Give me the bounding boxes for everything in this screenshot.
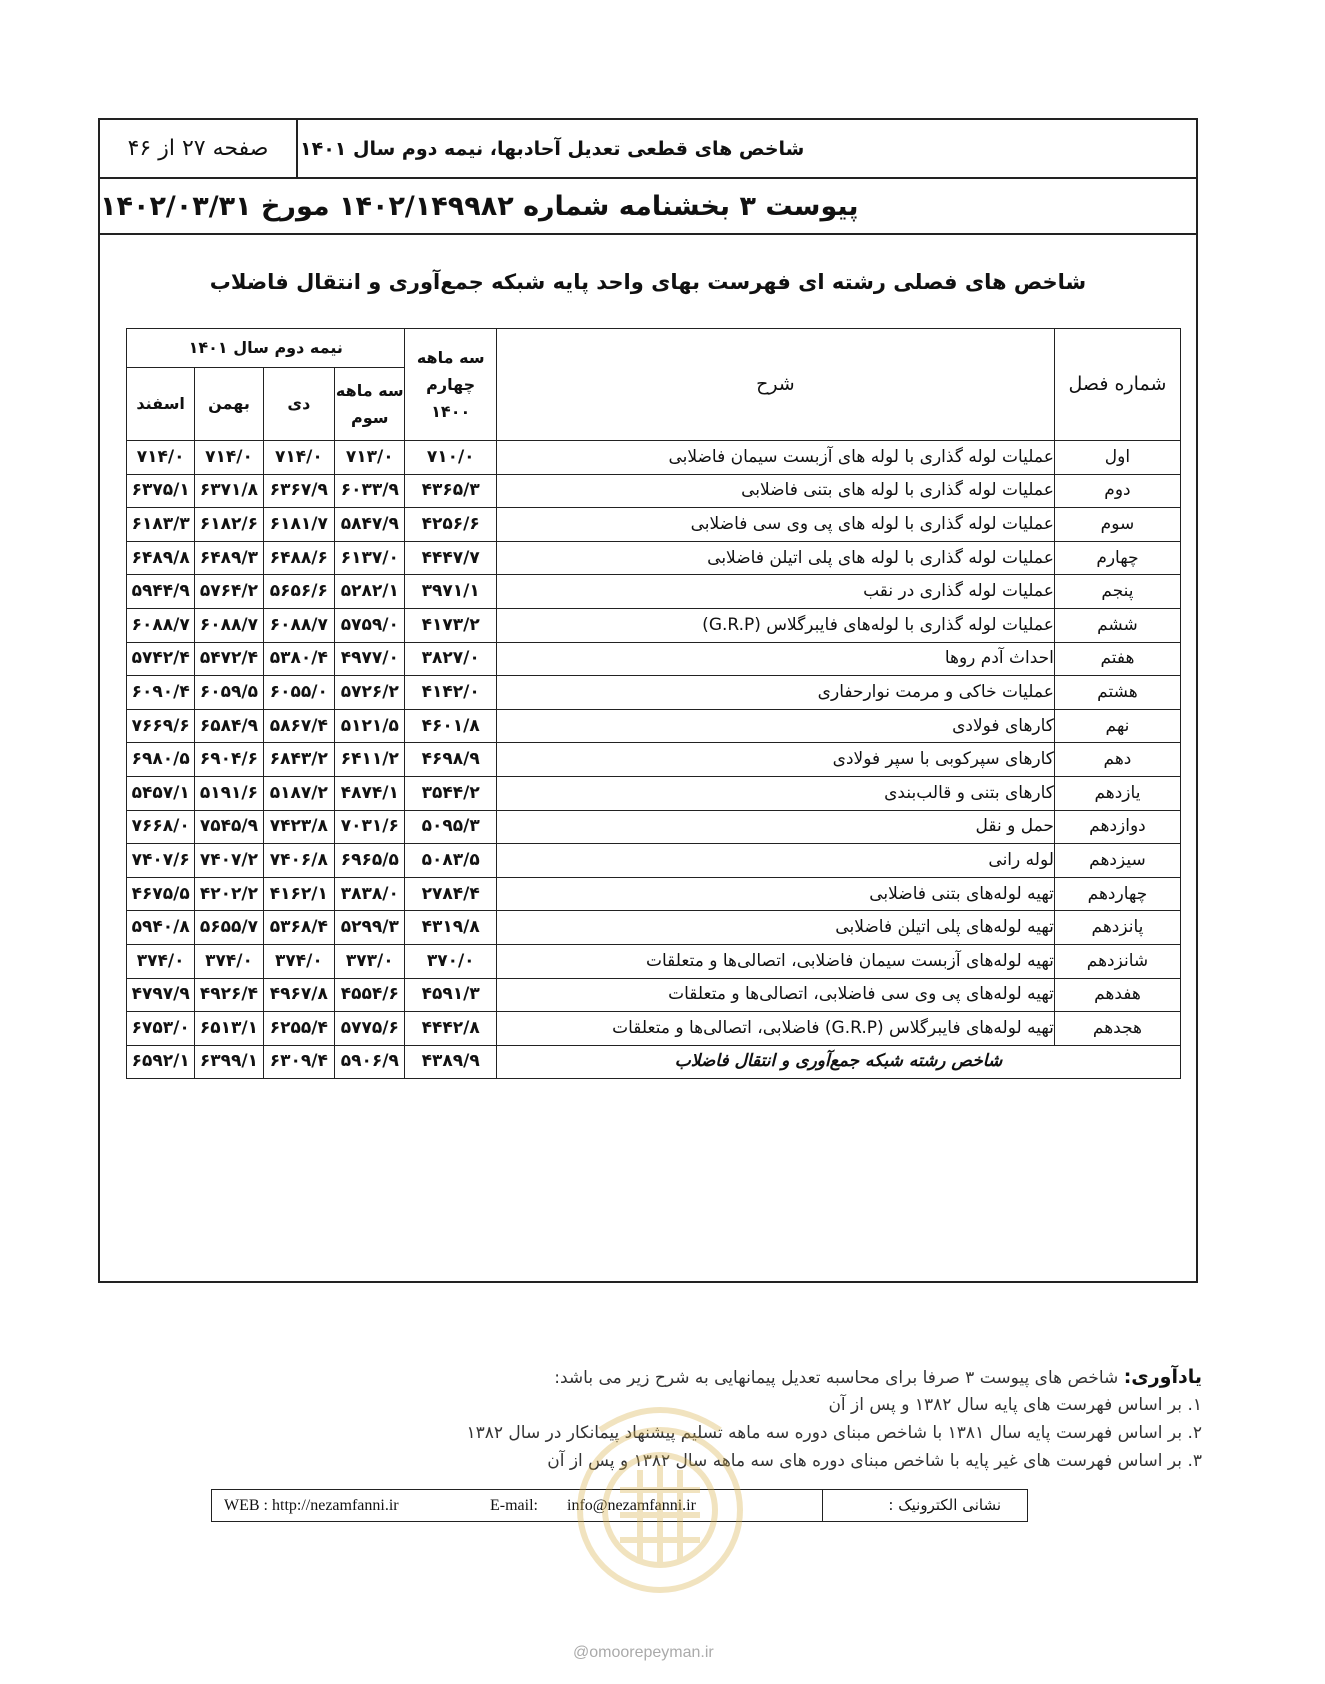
cell-bahman: ۵۴۷۲/۴ [195, 642, 263, 676]
cell-bahman: ۵۷۶۴/۲ [195, 575, 263, 609]
cell-bahman: ۶۵۱۳/۱ [195, 1012, 263, 1046]
email-label: E-mail: [490, 1497, 538, 1514]
contact-label: نشانی الکترونیک : [888, 1496, 1001, 1514]
table-row [127, 944, 1181, 978]
cell-esfand: ۵۹۴۰/۸ [127, 911, 195, 945]
cell-q4-1400: ۳۹۷۱/۱ [405, 575, 496, 609]
cell-q4-1400: ۴۶۰۱/۸ [405, 709, 496, 743]
cell-total-bahman: ۶۳۹۹/۱ [195, 1045, 263, 1079]
cell-sharh: حمل و نقل [496, 810, 1054, 844]
cell-sharh: عملیات لوله گذاری با لوله های پلی اتیلن فاضلابی [496, 541, 1054, 575]
total-row [127, 1045, 1181, 1079]
cell-esfand: ۳۷۴/۰ [127, 944, 195, 978]
cell-sharh: کارهای سپرکوبی با سپر فولادی [496, 743, 1054, 777]
cell-fasl: هجدهم [1054, 1012, 1180, 1046]
table-title: شاخص های فصلی رشته ای فهرست بهای واحد پایه شبکه جمع‌آوری و انتقال فاضلاب [209, 270, 1087, 294]
cell-q4-1400: ۵۰۹۵/۳ [405, 810, 496, 844]
cell-sharh: عملیات لوله گذاری در نقب [496, 575, 1054, 609]
note-item: ۱. بر اساس فهرست های پایه سال ۱۳۸۲ و پس از آن [828, 1395, 1202, 1415]
table-row [127, 1012, 1181, 1046]
table-row [127, 676, 1181, 710]
cell-sharh: تهیه لوله‌های پلی اتیلن فاضلابی [496, 911, 1054, 945]
cell-dey: ۶۴۸۸/۶ [263, 541, 334, 575]
cell-dey: ۷۴۰۶/۸ [263, 844, 334, 878]
cell-q3: ۶۹۶۵/۵ [335, 844, 405, 878]
cell-fasl: سیزدهم [1054, 844, 1180, 878]
cell-dey: ۷۴۲۳/۸ [263, 810, 334, 844]
notes-label: یادآوری: [1123, 1366, 1202, 1388]
table-row [127, 810, 1181, 844]
cell-dey: ۷۱۴/۰ [263, 441, 334, 475]
notes-intro-text: شاخص های پیوست ۳ صرفا برای محاسبه تعدیل پیمانهایی به شرح زیر می باشد: [554, 1368, 1124, 1388]
col-group-half-1401: نیمه دوم سال ۱۴۰۱ [127, 329, 405, 368]
cell-fasl: هفتم [1054, 642, 1180, 676]
cell-q4-1400: ۴۱۷۳/۲ [405, 608, 496, 642]
cell-sharh: تهیه لوله‌های بتنی فاضلابی [496, 877, 1054, 911]
cell-q3: ۵۲۹۹/۳ [335, 911, 405, 945]
cell-dey: ۴۱۶۲/۱ [263, 877, 334, 911]
cell-sharh: عملیات خاکی و مرمت نوارحفاری [496, 676, 1054, 710]
cell-q3: ۷۰۳۱/۶ [335, 810, 405, 844]
cell-total-sharh: شاخص رشته شبکه جمع‌آوری و انتقال فاضلاب [496, 1045, 1180, 1079]
cell-fasl: دهم [1054, 743, 1180, 777]
col-header-bahman: بهمن [195, 368, 263, 441]
cell-esfand: ۶۴۸۹/۸ [127, 541, 195, 575]
cell-esfand: ۶۰۹۰/۴ [127, 676, 195, 710]
table-row [127, 508, 1181, 542]
contact-divider [822, 1490, 823, 1521]
cell-esfand: ۵۴۵۷/۱ [127, 776, 195, 810]
cell-q4-1400: ۴۳۱۹/۸ [405, 911, 496, 945]
col-header-q3: سه ماهه سوم [335, 368, 405, 441]
table-row [127, 844, 1181, 878]
cell-bahman: ۷۱۴/۰ [195, 441, 263, 475]
cell-dey: ۵۳۸۰/۴ [263, 642, 334, 676]
cell-fasl: دوم [1054, 474, 1180, 508]
cell-q3: ۳۸۳۸/۰ [335, 877, 405, 911]
cell-fasl: چهاردهم [1054, 877, 1180, 911]
table-row [127, 474, 1181, 508]
cell-bahman: ۳۷۴/۰ [195, 944, 263, 978]
header-row [100, 120, 1196, 179]
gear-seal-icon [560, 1370, 760, 1620]
cell-esfand: ۶۷۵۳/۰ [127, 1012, 195, 1046]
cell-bahman: ۶۳۷۱/۸ [195, 474, 263, 508]
cell-q3: ۷۱۳/۰ [335, 441, 405, 475]
cell-dey: ۵۶۵۶/۶ [263, 575, 334, 609]
cell-esfand: ۶۰۸۸/۷ [127, 608, 195, 642]
cell-dey: ۶۲۵۵/۴ [263, 1012, 334, 1046]
col-header-fasl: شماره فصل [1054, 329, 1180, 441]
cell-q4-1400: ۲۷۸۴/۴ [405, 877, 496, 911]
table-row [127, 608, 1181, 642]
cell-q4-1400: ۴۱۴۲/۰ [405, 676, 496, 710]
cell-fasl: ششم [1054, 608, 1180, 642]
cell-bahman: ۷۴۰۷/۲ [195, 844, 263, 878]
cell-dey: ۶۱۸۱/۷ [263, 508, 334, 542]
cell-q4-1400: ۷۱۰/۰ [405, 441, 496, 475]
cell-total-esfand: ۶۵۹۲/۱ [127, 1045, 195, 1079]
table-row [127, 776, 1181, 810]
cell-q4-1400: ۳۵۴۴/۲ [405, 776, 496, 810]
cell-esfand: ۵۷۴۲/۴ [127, 642, 195, 676]
cell-sharh: کارهای فولادی [496, 709, 1054, 743]
cell-bahman: ۶۹۰۴/۶ [195, 743, 263, 777]
cell-q4-1400: ۴۵۹۱/۳ [405, 978, 496, 1012]
cell-esfand: ۶۱۸۳/۳ [127, 508, 195, 542]
header-title: شاخص های قطعی تعدیل آحادبها، نیمه دوم سال ۱۴۰۱ [300, 137, 805, 160]
cell-esfand: ۶۳۷۵/۱ [127, 474, 195, 508]
cell-dey: ۶۸۴۳/۲ [263, 743, 334, 777]
cell-fasl: نهم [1054, 709, 1180, 743]
cell-esfand: ۵۹۴۴/۹ [127, 575, 195, 609]
col-header-dey: دی [263, 368, 334, 441]
web-link[interactable]: WEB : http://nezamfanni.ir [224, 1497, 399, 1514]
cell-bahman: ۴۹۲۶/۴ [195, 978, 263, 1012]
table-row [127, 441, 1181, 475]
cell-fasl: پانزدهم [1054, 911, 1180, 945]
table-row [127, 877, 1181, 911]
cell-esfand: ۶۹۸۰/۵ [127, 743, 195, 777]
cell-sharh: احداث آدم روها [496, 642, 1054, 676]
email-link[interactable]: info@nezamfanni.ir [567, 1497, 696, 1514]
cell-q3: ۵۷۲۶/۲ [335, 676, 405, 710]
col-header-sharh: شرح [496, 329, 1054, 441]
cell-fasl: دوازدهم [1054, 810, 1180, 844]
cell-q4-1400: ۴۴۴۲/۸ [405, 1012, 496, 1046]
table-row [127, 743, 1181, 777]
cell-fasl: هشتم [1054, 676, 1180, 710]
cell-bahman: ۶۴۸۹/۳ [195, 541, 263, 575]
index-table [126, 328, 1181, 1079]
cell-dey: ۵۱۸۷/۲ [263, 776, 334, 810]
cell-q4-1400: ۴۶۹۸/۹ [405, 743, 496, 777]
col-header-esfand: اسفند [127, 368, 195, 441]
index-table-wrapper [126, 328, 1181, 1079]
cell-esfand: ۷۴۰۷/۶ [127, 844, 195, 878]
cell-esfand: ۷۶۶۹/۶ [127, 709, 195, 743]
cell-dey: ۵۳۶۸/۴ [263, 911, 334, 945]
cell-bahman: ۵۶۵۵/۷ [195, 911, 263, 945]
cell-q4-1400: ۳۷۰/۰ [405, 944, 496, 978]
cell-q4-1400: ۳۸۲۷/۰ [405, 642, 496, 676]
cell-sharh: عملیات لوله گذاری با لوله های آزبست سیمان فاضلابی [496, 441, 1054, 475]
page-number: صفحه ۲۷ از ۴۶ [100, 120, 298, 177]
cell-sharh: تهیه لوله‌های فایبرگلاس (G.R.P) فاضلابی، اتصالی‌ها و متعلقات [496, 1012, 1054, 1046]
cell-sharh: تهیه لوله‌های آزبست سیمان فاضلابی، اتصالی‌ها و متعلقات [496, 944, 1054, 978]
cell-q3: ۴۸۷۴/۱ [335, 776, 405, 810]
note-item: ۳. بر اساس فهرست های غیر پایه با شاخص مبنای دوره های سه ماهه سال ۱۳۸۲ و پس از آن [547, 1451, 1202, 1471]
cell-bahman: ۶۵۸۴/۹ [195, 709, 263, 743]
cell-dey: ۶۰۸۸/۷ [263, 608, 334, 642]
cell-dey: ۴۹۶۷/۸ [263, 978, 334, 1012]
cell-bahman: ۶۰۸۸/۷ [195, 608, 263, 642]
document-frame [98, 118, 1198, 1283]
table-body [127, 441, 1181, 1079]
watermark-handle: @omoorepeyman.ir [573, 1644, 714, 1661]
table-row [127, 709, 1181, 743]
cell-dey: ۶۳۶۷/۹ [263, 474, 334, 508]
cell-q3: ۵۸۴۷/۹ [335, 508, 405, 542]
cell-q3: ۵۲۸۲/۱ [335, 575, 405, 609]
cell-dey: ۳۷۴/۰ [263, 944, 334, 978]
cell-q3: ۶۰۳۳/۹ [335, 474, 405, 508]
table-row [127, 541, 1181, 575]
cell-bahman: ۶۱۸۲/۶ [195, 508, 263, 542]
cell-fasl: اول [1054, 441, 1180, 475]
cell-esfand: ۷۶۶۸/۰ [127, 810, 195, 844]
appendix-title: پیوست ۳ بخشنامه شماره ۱۴۰۲/۱۴۹۹۸۲ مورخ ۱۴۰۲/۰۳/۳۱ [100, 179, 1196, 235]
col-header-q4-1400: سه ماهه چهارم ۱۴۰۰ [405, 329, 496, 441]
cell-q3: ۶۴۱۱/۲ [335, 743, 405, 777]
cell-total-dey: ۶۳۰۹/۴ [263, 1045, 334, 1079]
cell-q4-1400: ۴۴۴۷/۷ [405, 541, 496, 575]
cell-bahman: ۴۲۰۲/۲ [195, 877, 263, 911]
cell-bahman: ۵۱۹۱/۶ [195, 776, 263, 810]
note-item: ۲. بر اساس فهرست پایه سال ۱۳۸۱ با شاخص مبنای دوره سه ماهه تسلیم پیشنهاد پیمانکار در سال ۱۳۸۲ [466, 1423, 1202, 1443]
cell-q3: ۴۹۷۷/۰ [335, 642, 405, 676]
cell-fasl: شانزدهم [1054, 944, 1180, 978]
cell-q4-1400: ۵۰۸۳/۵ [405, 844, 496, 878]
cell-sharh: لوله رانی [496, 844, 1054, 878]
cell-sharh: تهیه لوله‌های پی وی سی فاضلابی، اتصالی‌ها و متعلقات [496, 978, 1054, 1012]
cell-q3: ۶۱۳۷/۰ [335, 541, 405, 575]
cell-bahman: ۷۵۴۵/۹ [195, 810, 263, 844]
cell-esfand: ۴۷۹۷/۹ [127, 978, 195, 1012]
cell-q3: ۴۵۵۴/۶ [335, 978, 405, 1012]
cell-q3: ۵۷۵۹/۰ [335, 608, 405, 642]
cell-sharh: عملیات لوله گذاری با لوله‌های فایبرگلاس (G.R.P) [496, 608, 1054, 642]
cell-fasl: هفدهم [1054, 978, 1180, 1012]
cell-bahman: ۶۰۵۹/۵ [195, 676, 263, 710]
cell-esfand: ۷۱۴/۰ [127, 441, 195, 475]
cell-total-q4-1400: ۴۳۸۹/۹ [405, 1045, 496, 1079]
cell-fasl: سوم [1054, 508, 1180, 542]
cell-dey: ۵۸۶۷/۴ [263, 709, 334, 743]
cell-q3: ۵۷۷۵/۶ [335, 1012, 405, 1046]
table-row [127, 575, 1181, 609]
cell-dey: ۶۰۵۵/۰ [263, 676, 334, 710]
table-row [127, 911, 1181, 945]
table-row [127, 978, 1181, 1012]
cell-fasl: چهارم [1054, 541, 1180, 575]
cell-q3: ۵۱۲۱/۵ [335, 709, 405, 743]
cell-esfand: ۴۶۷۵/۵ [127, 877, 195, 911]
cell-q4-1400: ۴۳۶۵/۳ [405, 474, 496, 508]
cell-sharh: کارهای بتنی و قالب‌بندی [496, 776, 1054, 810]
table-row [127, 642, 1181, 676]
cell-fasl: پنجم [1054, 575, 1180, 609]
cell-q3: ۳۷۳/۰ [335, 944, 405, 978]
cell-q4-1400: ۴۲۵۶/۶ [405, 508, 496, 542]
cell-total-q3: ۵۹۰۶/۹ [335, 1045, 405, 1079]
cell-fasl: یازدهم [1054, 776, 1180, 810]
cell-sharh: عملیات لوله گذاری با لوله های پی وی سی فاضلابی [496, 508, 1054, 542]
cell-sharh: عملیات لوله گذاری با لوله های بتنی فاضلابی [496, 474, 1054, 508]
